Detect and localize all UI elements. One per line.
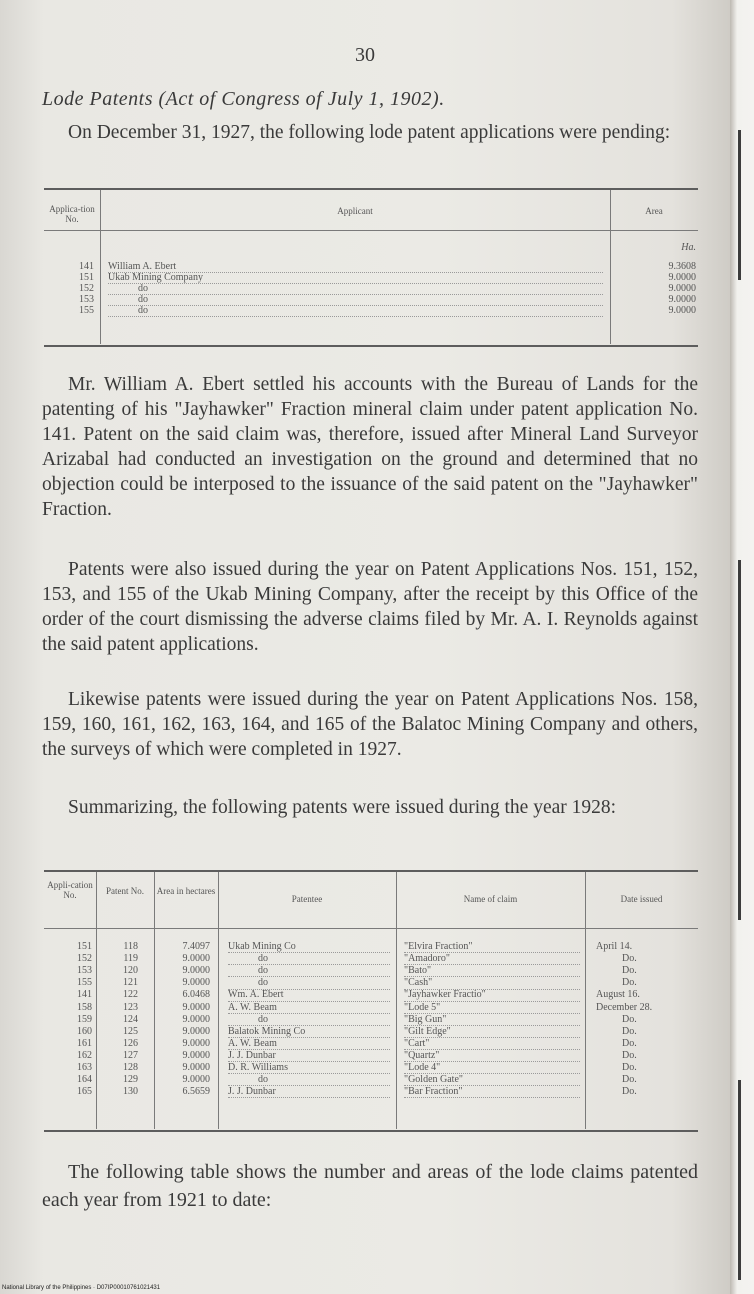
patentee-name: A. W. Beam: [228, 1003, 390, 1014]
date-issued: Do.: [622, 977, 637, 989]
table-rule: [44, 230, 698, 231]
patentee-name: J. J. Dunbar: [228, 1051, 390, 1062]
patentee-name: Ukab Mining Co: [228, 942, 390, 953]
application-number: 151: [79, 272, 94, 283]
claim-name: "Big Gun": [404, 1015, 580, 1026]
area-value: 9.0000: [668, 272, 696, 283]
application-number: 141: [77, 989, 92, 1001]
date-issued: Do.: [622, 1074, 637, 1086]
claim-name: "Lode 4": [404, 1063, 580, 1074]
patentee-name: do: [228, 954, 390, 965]
area-hectares: 9.0000: [182, 953, 210, 965]
patent-number: 128: [123, 1062, 138, 1073]
claim-name: "Bato": [404, 966, 580, 977]
patent-number: 123: [123, 1001, 138, 1013]
application-number: 151: [77, 941, 92, 952]
applicant-name: do: [108, 295, 603, 306]
patent-number: 119: [123, 953, 138, 965]
area-hectares: 6.5659: [182, 1086, 210, 1098]
claim-name: "Gilt Edge": [404, 1027, 580, 1038]
intro-paragraph: On December 31, 1927, the following lode patent applications were pending:: [68, 122, 671, 143]
application-number: 160: [77, 1025, 92, 1037]
patent-number: 124: [123, 1013, 138, 1025]
date-issued: Do.: [622, 1025, 637, 1037]
column-header: Applica-tion No.: [49, 204, 95, 224]
application-number: 158: [77, 1001, 92, 1013]
claim-name: "Cart": [404, 1039, 580, 1050]
area-hectares: 9.0000: [182, 1025, 210, 1037]
column-header: Appli-cation No.: [47, 880, 93, 900]
patentee-name: D. R. Williams: [228, 1063, 390, 1074]
patent-number: 118: [123, 941, 138, 952]
application-number: 141: [79, 261, 94, 272]
date-issued: Do.: [622, 953, 637, 965]
area-hectares: 9.0000: [182, 1013, 210, 1025]
area-value: 9.0000: [668, 283, 696, 294]
date-issued: Do.: [622, 1049, 637, 1061]
column-divider: [585, 872, 586, 1129]
application-number: 155: [79, 305, 94, 316]
edge-mark: [738, 130, 741, 280]
applicant-name: William A. Ebert: [108, 262, 603, 273]
scan-footer: National Library of the Philippines · D07IP00010761021431: [2, 1285, 161, 1291]
column-divider: [218, 872, 219, 1129]
column-header: Area in hectares: [156, 886, 216, 896]
section-heading: Lode Patents (Act of Congress of July 1, 1902).: [42, 88, 445, 110]
area-hectares: 9.0000: [182, 1049, 210, 1061]
area-hectares: 9.0000: [182, 1062, 210, 1073]
patent-number: 125: [123, 1025, 138, 1037]
claim-name: "Jayhawker Fractio": [404, 990, 580, 1001]
patent-number: 130: [123, 1086, 138, 1098]
patent-number: 121: [123, 977, 138, 989]
patent-number: 122: [123, 989, 138, 1001]
application-number: 164: [77, 1074, 92, 1086]
table-rule: [44, 1130, 698, 1132]
date-issued: Do.: [622, 965, 637, 977]
edge-mark: [738, 1080, 741, 1280]
area-value: 9.0000: [668, 305, 696, 316]
claim-name: "Cash": [404, 978, 580, 989]
date-issued: December 28.: [596, 1001, 653, 1013]
application-number: 161: [77, 1037, 92, 1049]
applicant-name: do: [108, 284, 603, 295]
patentee-name: J. J. Dunbar: [228, 1087, 390, 1098]
claim-name: "Lode 5": [404, 1003, 580, 1014]
patentee-name: Balatok Mining Co: [228, 1027, 390, 1038]
application-number: 159: [77, 1013, 92, 1025]
column-header: Patentee: [291, 894, 323, 904]
table-rule: [44, 928, 698, 929]
table-rule: [44, 870, 698, 872]
date-issued: Do.: [622, 1037, 637, 1049]
date-issued: Do.: [622, 1062, 637, 1073]
patentee-name: Wm. A. Ebert: [228, 990, 390, 1001]
patentee-name: A. W. Beam: [228, 1039, 390, 1050]
patentee-name: do: [228, 1015, 390, 1026]
patentee-name: do: [228, 966, 390, 977]
area-hectares: 9.0000: [182, 1074, 210, 1086]
patent-number: 120: [123, 965, 138, 977]
patent-number: 129: [123, 1074, 138, 1086]
closing-paragraph: The following table shows the number and areas of the lode claims patented each year from 1921 to date:: [42, 1161, 698, 1211]
application-number: 155: [77, 977, 92, 989]
paragraph: Summarizing, the following patents were issued during the year 1928:: [68, 797, 617, 818]
patent-number: 127: [123, 1049, 138, 1061]
area-hectares: 9.0000: [182, 965, 210, 977]
column-header: Area: [645, 206, 663, 216]
claim-name: "Bar Fraction": [404, 1087, 580, 1098]
unit-label: Ha.: [681, 242, 696, 253]
area-hectares: 9.0000: [182, 977, 210, 989]
application-number: 153: [77, 965, 92, 977]
column-header: Date issued: [620, 894, 663, 904]
column-divider: [396, 872, 397, 1129]
application-number: 165: [77, 1086, 92, 1098]
area-hectares: 9.0000: [182, 1001, 210, 1013]
area-hectares: 6.0468: [182, 989, 210, 1001]
column-header: Patent No.: [106, 886, 144, 896]
patentee-name: do: [228, 978, 390, 989]
application-number: 152: [79, 283, 94, 294]
patent-number: 126: [123, 1037, 138, 1049]
paragraph: Likewise patents were issued during the year on Patent Applications Nos. 158, 159, 160, 161, 162, 163, 164, and 165 of the Balatoc Mining Company and others, the surveys of which were completed in 1927.: [42, 689, 698, 760]
page-number: 30: [355, 44, 375, 66]
edge-mark: [738, 560, 741, 920]
date-issued: Do.: [622, 1013, 637, 1025]
column-header: Name of claim: [463, 894, 518, 904]
application-number: 152: [77, 953, 92, 965]
claim-name: "Amadoro": [404, 954, 580, 965]
table-rule: [44, 345, 698, 347]
applicant-name: do: [108, 306, 603, 317]
column-header: Applicant: [337, 206, 373, 216]
area-hectares: 7.4097: [182, 941, 210, 952]
area-value: 9.3608: [668, 261, 696, 272]
date-issued: August 16.: [596, 989, 640, 1001]
area-hectares: 9.0000: [182, 1037, 210, 1049]
table-rule: [44, 188, 698, 190]
patentee-name: do: [228, 1075, 390, 1086]
application-number: 162: [77, 1049, 92, 1061]
paragraph: Patents were also issued during the year on Patent Applications Nos. 151, 152, 153, and 155 of the Ukab Mining Company, after the receipt by this Office of the order of the court dismissing the adverse claims filed by Mr. A. I. Reynolds against the said patent applications.: [42, 559, 698, 655]
date-issued: Do.: [622, 1086, 637, 1098]
claim-name: "Quartz": [404, 1051, 580, 1062]
application-number: 153: [79, 294, 94, 305]
date-issued: April 14.: [596, 941, 633, 952]
area-value: 9.0000: [668, 294, 696, 305]
page-edge: [730, 0, 754, 1294]
application-number: 163: [77, 1062, 92, 1073]
paragraph: Mr. William A. Ebert settled his accounts with the Bureau of Lands for the patenting of his "Jayhawker" Fraction mineral claim under patent application No. 141. Patent on the said claim was, therefore, issued after Mineral Land Surveyor Arizabal had conducted an investigation on the ground and determined that no objection could be interposed to the issuance of the said patent on the "Jayhawker" Fraction.: [42, 374, 698, 520]
applicant-name: Ukab Mining Company: [108, 273, 603, 284]
claim-name: "Elvira Fraction": [404, 942, 580, 953]
claim-name: "Golden Gate": [404, 1075, 580, 1086]
